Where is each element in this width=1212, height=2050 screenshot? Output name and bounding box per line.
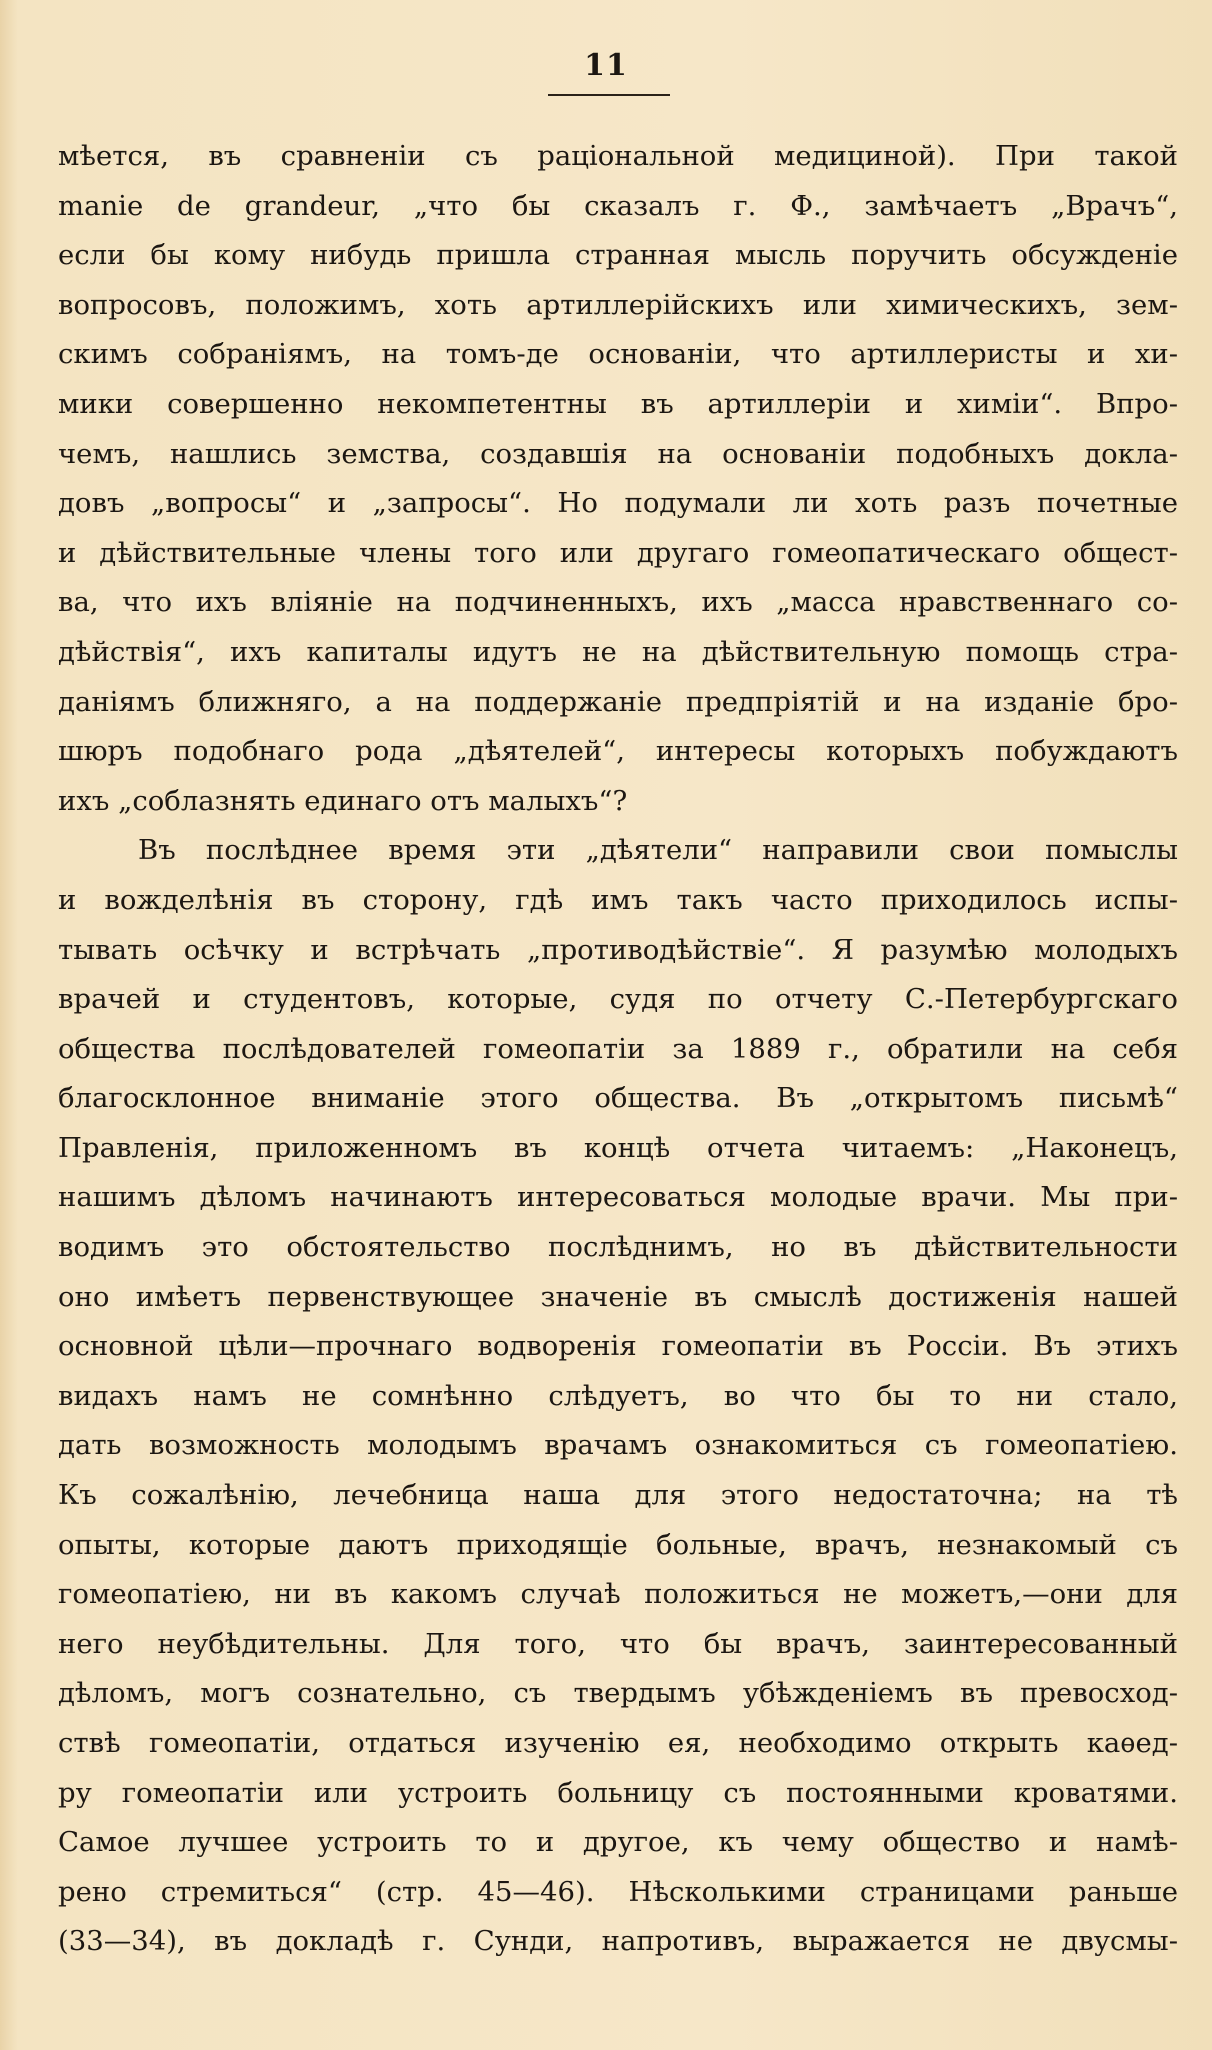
text-line: опыты, которые даютъ приходящіе больные, врачъ, незнакомый съ: [58, 1528, 1178, 1561]
page-number: 11: [584, 48, 628, 83]
text-line: Правленія, приложенномъ въ концѣ отчета читаемъ: „Наконецъ,: [58, 1131, 1178, 1164]
text-line: него неубѣдительны. Для того, что бы врачъ, заинтересованный: [58, 1627, 1178, 1660]
text-line: Въ послѣднее время эти „дѣятели“ направили свои помыслы: [138, 834, 1178, 867]
text-line: дѣломъ, могъ сознательно, съ твердымъ убѣжденіемъ въ превосход-: [58, 1677, 1178, 1710]
text-line: Къ сожалѣнію, лечебница наша для этого недостаточна; на тѣ: [58, 1479, 1178, 1512]
text-line: Самое лучшее устроить то и другое, къ чему общество и намѣ-: [58, 1826, 1178, 1859]
text-line: ва, что ихъ вліяніе на подчиненныхъ, ихъ „масса нравственнаго со-: [58, 586, 1178, 619]
text-line: водимъ это обстоятельство послѣднимъ, но въ дѣйствительности: [58, 1231, 1178, 1264]
body-text: [58, 132, 1178, 1967]
text-line: оно имѣетъ первенствующее значеніе въ смыслѣ достиженія нашей: [58, 1280, 1178, 1313]
text-line: ихъ „соблазнять единаго отъ малыхъ“?: [58, 784, 628, 817]
text-line: гомеопатіею, ни въ какомъ случаѣ положиться не можетъ,—они для: [58, 1578, 1178, 1611]
text-line: благосклонное вниманіе этого общества. Въ „открытомъ письмѣ“: [58, 1082, 1178, 1115]
text-line: скимъ собраніямъ, на томъ-де основаніи, что артиллеристы и хи-: [58, 338, 1178, 371]
text-line: видахъ намъ не сомнѣнно слѣдуетъ, во что бы то ни стало,: [58, 1379, 1178, 1412]
text-line: мики совершенно некомпетентны въ артиллеріи и химіи“. Впро-: [58, 387, 1178, 420]
text-line: если бы кому нибудь пришла странная мысль поручить обсужденіе: [58, 239, 1178, 272]
header-rule: [548, 94, 670, 96]
text-line: дѣйствія“, ихъ капиталы идутъ не на дѣйствительную помощь стра-: [58, 635, 1178, 668]
text-line: рено стремиться“ (стр. 45—46). Нѣсколькими страницами раньше: [58, 1875, 1178, 1908]
text-line: тывать осѣчку и встрѣчать „противодѣйствіе“. Я разумѣю молодыхъ: [58, 933, 1178, 966]
text-line: чемъ, нашлись земства, создавшія на основаніи подобныхъ докла-: [58, 437, 1178, 470]
text-line: шюръ подобнаго рода „дѣятелей“, интересы которыхъ побуждаютъ: [58, 735, 1178, 768]
text-line: довъ „вопросы“ и „запросы“. Но подумали ли хоть разъ почетные: [58, 487, 1178, 520]
text-line: и вожделѣнія въ сторону, гдѣ имъ такъ часто приходилось испы-: [58, 883, 1178, 916]
text-line: вопросовъ, положимъ, хоть артиллерійскихъ или химическихъ, зем-: [58, 288, 1178, 321]
text-line: мѣется, въ сравненіи съ раціональной медициной). При такой: [58, 140, 1178, 172]
text-line: ствѣ гомеопатіи, отдаться изученію ея, необходимо открыть каѳед-: [58, 1727, 1178, 1759]
text-line: даніямъ ближняго, а на поддержаніе предпріятій и на изданіе бро-: [58, 685, 1178, 718]
text-line: и дѣйствительные члены того или другаго гомеопатическаго общест-: [58, 536, 1178, 569]
text-line: врачей и студентовъ, которые, судя по отчету С.-Петербургскаго: [58, 983, 1178, 1016]
text-line: общества послѣдователей гомеопатіи за 1889 г., обратили на себя: [58, 1032, 1178, 1065]
text-line: основной цѣли—прочнаго водворенія гомеопатіи въ Россіи. Въ этихъ: [58, 1330, 1178, 1363]
text-line: (33—34), въ докладѣ г. Сунди, напротивъ, выражается не двусмы-: [58, 1925, 1178, 1958]
text-line: дать возможность молодымъ врачамъ ознакомиться съ гомеопатіею.: [58, 1429, 1178, 1462]
text-line: manie de grandeur, „что бы сказалъ г. Ф., замѣчаетъ „Врачъ“,: [58, 189, 1178, 222]
text-line: нашимъ дѣломъ начинаютъ интересоваться молодые врачи. Мы при-: [58, 1181, 1178, 1214]
text-line: ру гомеопатіи или устроить больницу съ постоянными кроватями.: [58, 1776, 1178, 1809]
